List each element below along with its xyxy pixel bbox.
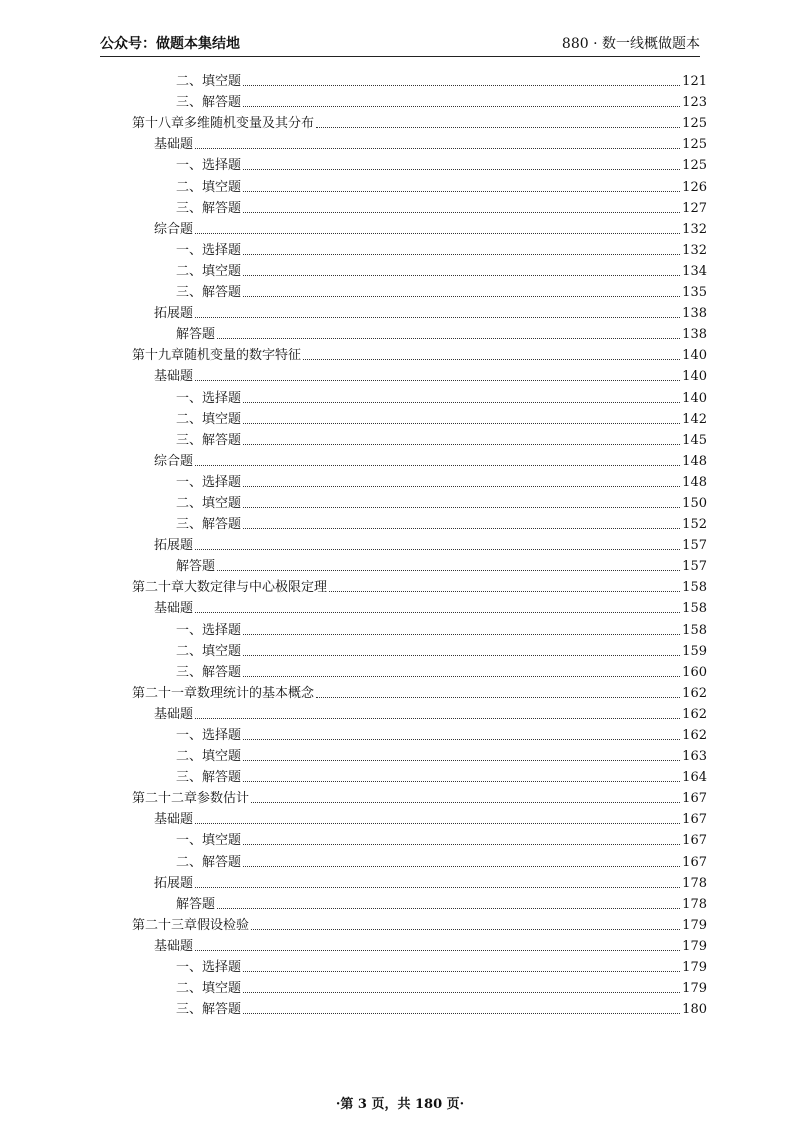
toc-entry[interactable] — [132, 912, 707, 933]
dot-leader — [303, 359, 680, 360]
toc-entry[interactable] — [132, 110, 707, 131]
toc-entry-title: 三、解答题 — [176, 432, 242, 448]
toc-entry-title: 一、选择题 — [176, 242, 242, 258]
toc-entry-title: 一、选择题 — [176, 474, 242, 490]
toc-entry-page: 157 — [682, 559, 707, 575]
toc-entry-title: 二、解答题 — [176, 854, 242, 870]
toc-entry[interactable] — [132, 616, 707, 637]
toc-entry-page: 158 — [682, 601, 707, 617]
dot-leader — [243, 760, 680, 761]
dot-leader — [243, 169, 680, 170]
toc-entry-page: 135 — [682, 285, 707, 301]
dot-leader — [243, 676, 680, 677]
toc-entry-page: 121 — [682, 74, 707, 90]
dot-leader — [195, 233, 680, 234]
toc-entry[interactable] — [132, 406, 707, 427]
toc-entry[interactable] — [132, 511, 707, 532]
toc-entry-page: 167 — [682, 854, 707, 870]
dot-leader — [195, 148, 680, 149]
toc-entry-page: 140 — [682, 369, 707, 385]
toc-entry[interactable] — [132, 195, 707, 216]
toc-entry-page: 158 — [682, 580, 707, 596]
toc-entry-title: 三、解答题 — [176, 1002, 242, 1018]
toc-entry-title: 三、解答题 — [176, 95, 242, 111]
toc-entry-page: 158 — [682, 622, 707, 638]
toc-entry[interactable] — [132, 279, 707, 300]
toc-entry-title: 一、选择题 — [176, 960, 242, 976]
dot-leader — [217, 908, 680, 909]
toc-entry-page: 125 — [682, 158, 707, 174]
toc-entry-title: 基础题 — [154, 938, 194, 954]
toc-entry-title: 二、填空题 — [176, 179, 242, 195]
toc-entry-page: 167 — [682, 791, 707, 807]
toc-entry[interactable] — [132, 785, 707, 806]
toc-entry-title: 二、填空题 — [176, 749, 242, 765]
toc-entry-title: 拓展题 — [154, 538, 194, 554]
toc-entry-page: 125 — [682, 137, 707, 153]
toc-entry[interactable] — [132, 659, 707, 680]
dot-leader — [243, 844, 680, 845]
dot-leader — [251, 929, 680, 930]
toc-entry[interactable] — [132, 806, 707, 827]
toc-entry[interactable] — [132, 363, 707, 384]
toc-entry-title: 二、填空题 — [176, 981, 242, 997]
toc-entry-page: 163 — [682, 749, 707, 765]
toc-entry[interactable] — [132, 342, 707, 363]
toc-entry[interactable] — [132, 574, 707, 595]
toc-entry[interactable] — [132, 490, 707, 511]
dot-leader — [251, 802, 680, 803]
toc-entry[interactable] — [132, 996, 707, 1017]
dot-leader — [243, 106, 680, 107]
toc-entry-page: 126 — [682, 179, 707, 195]
toc-entry-title: 二、填空题 — [176, 263, 242, 279]
toc-entry[interactable] — [132, 764, 707, 785]
toc-entry-page: 145 — [682, 432, 707, 448]
toc-entry[interactable] — [132, 300, 707, 321]
dot-leader — [195, 823, 680, 824]
toc-entry-page: 142 — [682, 411, 707, 427]
toc-entry[interactable] — [132, 870, 707, 891]
toc-entry[interactable] — [132, 427, 707, 448]
toc-entry[interactable] — [132, 827, 707, 848]
toc-entry[interactable] — [132, 553, 707, 574]
dot-leader — [243, 507, 680, 508]
toc-entry-page: 167 — [682, 833, 707, 849]
dot-leader — [243, 992, 680, 993]
toc-entry-title: 解答题 — [176, 559, 216, 575]
toc-entry-page: 180 — [682, 1002, 707, 1018]
toc-entry[interactable] — [132, 469, 707, 490]
toc-entry-title: 一、选择题 — [176, 728, 242, 743]
toc-entry-page: 138 — [682, 306, 707, 322]
dot-leader — [243, 528, 680, 529]
toc-entry-title: 综合题 — [154, 221, 194, 237]
toc-entry-page: 162 — [682, 706, 707, 722]
toc-entry[interactable] — [132, 638, 707, 659]
dot-leader — [243, 486, 680, 487]
dot-leader — [243, 275, 680, 276]
toc-entry-page: 178 — [682, 896, 707, 912]
dot-leader — [217, 338, 680, 339]
toc-entry[interactable] — [132, 321, 707, 342]
toc-entry[interactable] — [132, 848, 707, 869]
dot-leader — [195, 950, 680, 951]
dot-leader — [243, 971, 680, 972]
toc-entry-title: 三、解答题 — [176, 664, 242, 680]
toc-entry-page: 162 — [682, 685, 707, 701]
toc-entry-page: 157 — [682, 538, 707, 554]
toc-entry[interactable] — [132, 216, 707, 237]
toc-entry[interactable] — [132, 532, 707, 553]
dot-leader — [316, 697, 680, 698]
dot-leader — [243, 655, 680, 656]
toc-entry[interactable] — [132, 722, 707, 743]
toc-entry[interactable] — [132, 448, 707, 469]
toc-entry-title: 拓展题 — [154, 875, 194, 891]
toc-entry-page: 132 — [682, 221, 707, 237]
toc-entry[interactable] — [132, 680, 707, 701]
dot-leader — [243, 1013, 680, 1014]
dot-leader — [195, 718, 680, 719]
dot-leader — [195, 317, 680, 318]
toc-entry[interactable] — [132, 237, 707, 258]
toc-entry-title: 第二十三章假设检验 — [132, 917, 250, 933]
toc-entry[interactable] — [132, 152, 707, 173]
dot-leader — [243, 444, 680, 445]
dot-leader — [195, 549, 680, 550]
toc-entry-page: 179 — [682, 917, 707, 933]
toc-entry-title: 综合题 — [154, 453, 194, 469]
toc-entry-page: 179 — [682, 938, 707, 954]
toc-entry-title: 基础题 — [154, 369, 194, 385]
toc-entry[interactable] — [132, 258, 707, 279]
dot-leader — [243, 296, 680, 297]
toc-entry-title: 基础题 — [154, 137, 194, 153]
toc-entry-page: 138 — [682, 327, 707, 343]
toc-entry-page: 127 — [682, 200, 707, 216]
dot-leader — [243, 739, 680, 740]
toc-entry-title: 基础题 — [154, 601, 194, 617]
dot-leader — [217, 570, 680, 571]
dot-leader — [329, 591, 680, 592]
dot-leader — [243, 191, 680, 192]
toc-entry-title: 三、解答题 — [176, 517, 242, 533]
dot-leader — [243, 781, 680, 782]
toc-entry-title: 解答题 — [176, 896, 216, 912]
toc-entry-title: 一、选择题 — [176, 390, 242, 406]
toc-entry[interactable] — [132, 743, 707, 764]
toc-entry-page: 125 — [682, 116, 707, 132]
toc-entry-title: 一、选择题 — [176, 158, 242, 174]
dot-leader — [243, 212, 680, 213]
toc-entry-title: 一、填空题 — [176, 833, 242, 849]
toc-entry-title: 二、填空题 — [176, 74, 242, 90]
header-publisher: 公众号：做题本集结地 — [100, 36, 240, 52]
toc-entry[interactable] — [132, 384, 707, 405]
toc-entry[interactable] — [132, 173, 707, 194]
table-of-contents — [132, 68, 707, 1017]
toc-entry-page: 150 — [682, 495, 707, 511]
toc-entry[interactable] — [132, 891, 707, 912]
toc-entry-page: 140 — [682, 390, 707, 406]
toc-entry-page: 132 — [682, 242, 707, 258]
toc-entry-title: 三、解答题 — [176, 200, 242, 216]
toc-entry-page: 148 — [682, 474, 707, 490]
toc-entry-page: 123 — [682, 95, 707, 111]
toc-entry-page: 162 — [682, 728, 707, 743]
dot-leader — [195, 612, 680, 613]
toc-entry-page: 134 — [682, 263, 707, 279]
toc-entry-title: 第十八章多维随机变量及其分布 — [132, 116, 315, 132]
toc-entry-title: 三、解答题 — [176, 285, 242, 301]
toc-entry[interactable] — [132, 131, 707, 152]
toc-entry-page: 179 — [682, 960, 707, 976]
toc-entry-title: 二、填空题 — [176, 411, 242, 427]
toc-entry[interactable] — [132, 595, 707, 616]
page-number-footer: ·第 3 页，共 180 页· — [335, 1097, 465, 1112]
toc-entry-title: 基础题 — [154, 812, 194, 828]
toc-entry-page: 140 — [682, 348, 707, 364]
toc-entry-title: 第十九章随机变量的数字特征 — [132, 348, 302, 364]
toc-entry-title: 第二十二章参数估计 — [132, 791, 250, 807]
toc-entry-title: 二、填空题 — [176, 643, 242, 659]
toc-entry[interactable] — [132, 975, 707, 996]
dot-leader — [316, 127, 680, 128]
dot-leader — [243, 634, 680, 635]
toc-entry-title: 第二十章大数定律与中心极限定理 — [132, 580, 328, 596]
dot-leader — [243, 402, 680, 403]
toc-entry[interactable] — [132, 701, 707, 722]
toc-entry-title: 一、选择题 — [176, 622, 242, 638]
dot-leader — [195, 380, 680, 381]
dot-leader — [195, 887, 680, 888]
toc-entry-title: 二、填空题 — [176, 495, 242, 511]
dot-leader — [243, 866, 680, 867]
toc-entry-page: 178 — [682, 875, 707, 891]
dot-leader — [243, 254, 680, 255]
toc-entry[interactable] — [132, 933, 707, 954]
toc-entry-page: 164 — [682, 770, 707, 786]
page-header — [100, 34, 700, 57]
toc-entry-page: 152 — [682, 517, 707, 533]
toc-entry-page: 160 — [682, 664, 707, 680]
toc-entry-page: 167 — [682, 812, 707, 828]
dot-leader — [195, 465, 680, 466]
toc-entry-title: 第二十一章数理统计的基本概念 — [132, 685, 315, 701]
toc-entry-page: 159 — [682, 643, 707, 659]
toc-entry-title: 基础题 — [154, 706, 194, 722]
dot-leader — [243, 85, 680, 86]
toc-entry-title: 三、解答题 — [176, 770, 242, 786]
toc-entry[interactable] — [132, 68, 707, 89]
toc-entry-title: 拓展题 — [154, 306, 194, 322]
dot-leader — [243, 423, 680, 424]
toc-entry[interactable] — [132, 954, 707, 975]
toc-entry-page: 179 — [682, 981, 707, 997]
header-book-title: 880 · 数一线概做题本 — [561, 36, 700, 52]
toc-entry-page: 148 — [682, 453, 707, 469]
toc-entry[interactable] — [132, 89, 707, 110]
toc-entry-title: 解答题 — [176, 327, 216, 343]
